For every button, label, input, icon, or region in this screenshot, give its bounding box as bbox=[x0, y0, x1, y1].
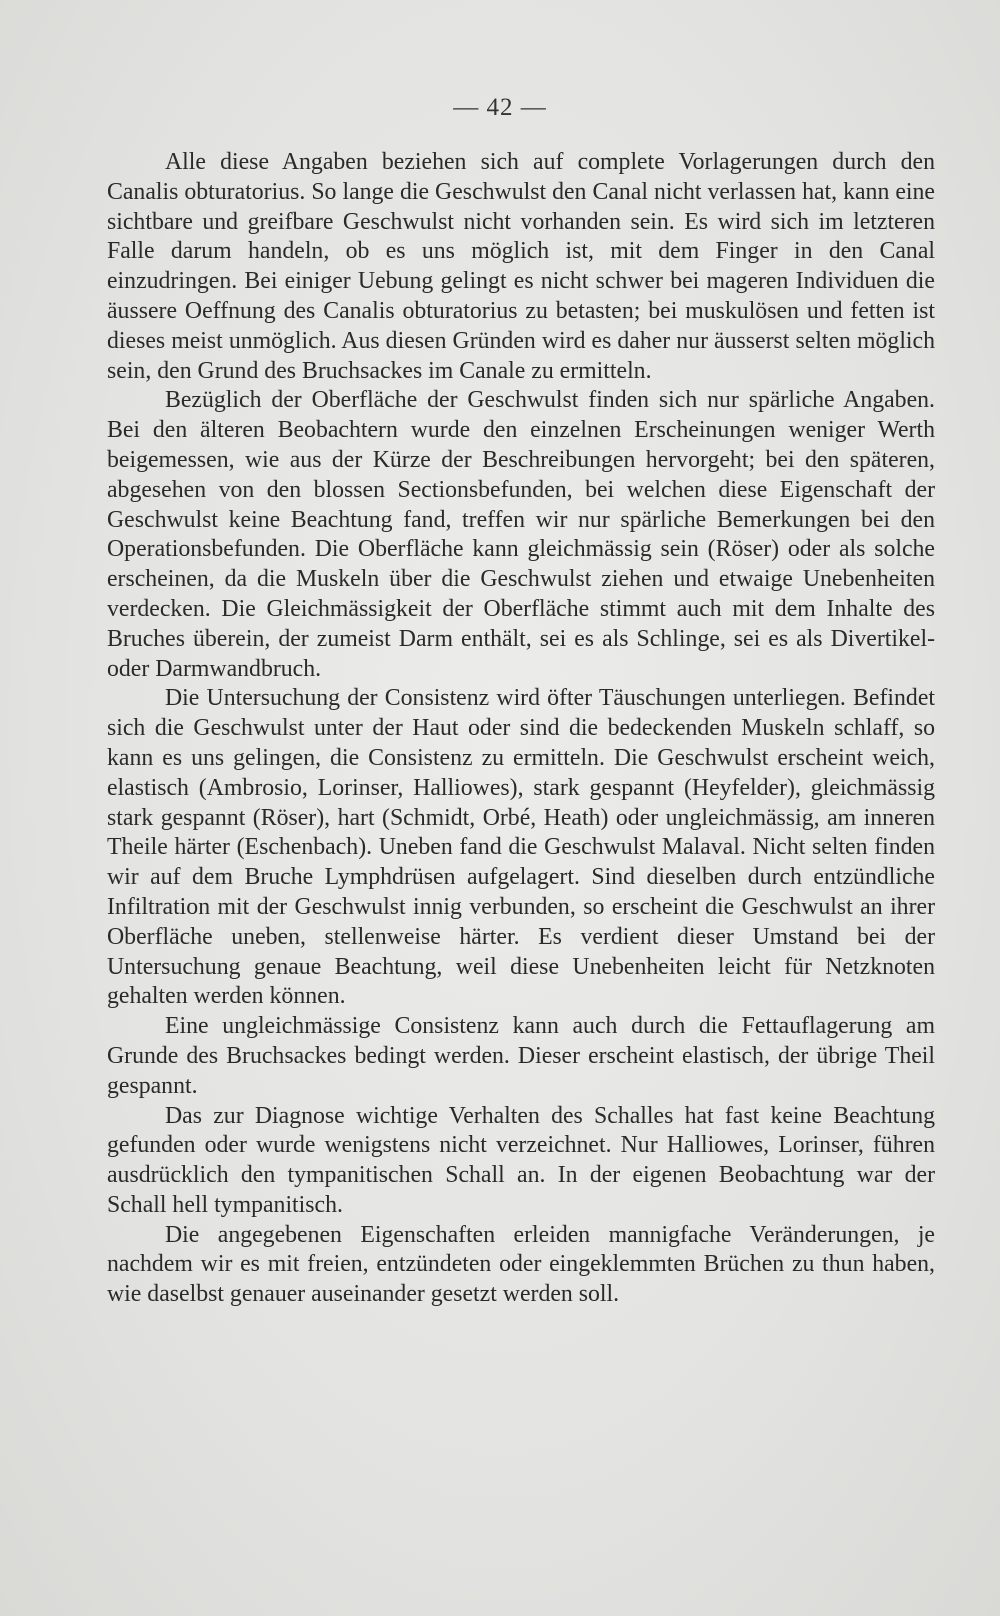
paragraph-3: Die Untersuchung der Consistenz wird öfter Täuschungen unterliegen. Befindet sich die Geschwulst unter der Haut oder sind die bedeckenden Muskeln schlaff, so kann es uns gelingen, die Consistenz zu ermitteln. Die Geschwulst erscheint weich, elastisch (Ambrosio, Lorinser, Halliowes), stark gespannt (Heyfelder), gleichmässig stark gespannt (Röser), hart (Schmidt, Orbé, Heath) oder ungleichmässig, am inneren Theile härter (Eschenbach). Uneben fand die Geschwulst Malaval. Nicht selten finden wir auf dem Bruche Lymphdrüsen aufgelagert. Sind dieselben durch entzündliche Infiltration mit der Geschwulst innig verbunden, so erscheint die Geschwulst an ihrer Oberfläche uneben, stellenweise härter. Es verdient dieser Umstand bei der Untersuchung genaue Beachtung, weil diese Unebenheiten leicht für Netzknoten gehalten werden können. bbox=[107, 685, 935, 1010]
paragraph-4: Eine ungleichmässige Consistenz kann auch durch die Fettauflagerung am Grunde des Bruchsackes bedingt werden. Dieser erscheint elastisch, der übrige Theil gespannt. bbox=[107, 1013, 935, 1099]
paragraph-2: Bezüglich der Oberfläche der Geschwulst finden sich nur spärliche Angaben. Bei den älteren Beobachtern wurde den einzelnen Erscheinungen weniger Werth beigemessen, wie aus der Kürze der Beschreibungen hervorgeht; bei den späteren, abgesehen von den blossen Sectionsbefunden, bei welchen diese Eigenschaft der Geschwulst keine Beachtung fand, treffen wir nur spärliche Bemerkungen bei den Operationsbefunden. Die Oberfläche kann gleichmässig sein (Röser) oder als solche erscheinen, da die Muskeln über die Geschwulst ziehen und etwaige Unebenheiten verdecken. Die Gleichmässigkeit der Oberfläche stimmt auch mit dem Inhalte des Bruches überein, der zumeist Darm enthält, sei es als Schlinge, sei es als Divertikel- oder Darmwandbruch. bbox=[107, 387, 935, 682]
page-number: — 42 — bbox=[453, 94, 547, 121]
paragraph-6: Die angegebenen Eigenschaften erleiden mannigfache Veränderungen, je nachdem wir es mit freien, entzündeten oder eingeklemmten Brüchen zu thun haben, wie daselbst genauer auseinander gesetzt werden soll. bbox=[107, 1221, 935, 1308]
paragraph-5: Das zur Diagnose wichtige Verhalten des Schalles hat fast keine Beachtung gefunden oder wurde wenigstens nicht verzeichnet. Nur Halliowes, Lorinser, führen ausdrücklich den tympanitischen Schall an. In der eigenen Beobachtung war der Schall hell tympanitisch. bbox=[107, 1102, 935, 1218]
page-body bbox=[107, 148, 935, 1310]
paragraph-1: Alle diese Angaben beziehen sich auf complete Vorlagerungen durch den Canalis obturatorius. So lange die Geschwulst den Canal nicht verlassen hat, kann eine sichtbare und greifbare Geschwulst nicht vorhanden sein. Es wird sich im letzteren Falle darum handeln, ob es uns möglich ist, mit dem Finger in den Canal einzudringen. Bei einiger Uebung gelingt es nicht schwer bei mageren Individuen die äussere Oeffnung des Canalis obturatorius zu betasten; bei muskulösen und fetten ist dieses meist unmöglich. Aus diesen Gründen wird es daher nur äusserst selten möglich sein, den Grund des Bruchsackes im Canale zu ermitteln. bbox=[107, 149, 935, 384]
